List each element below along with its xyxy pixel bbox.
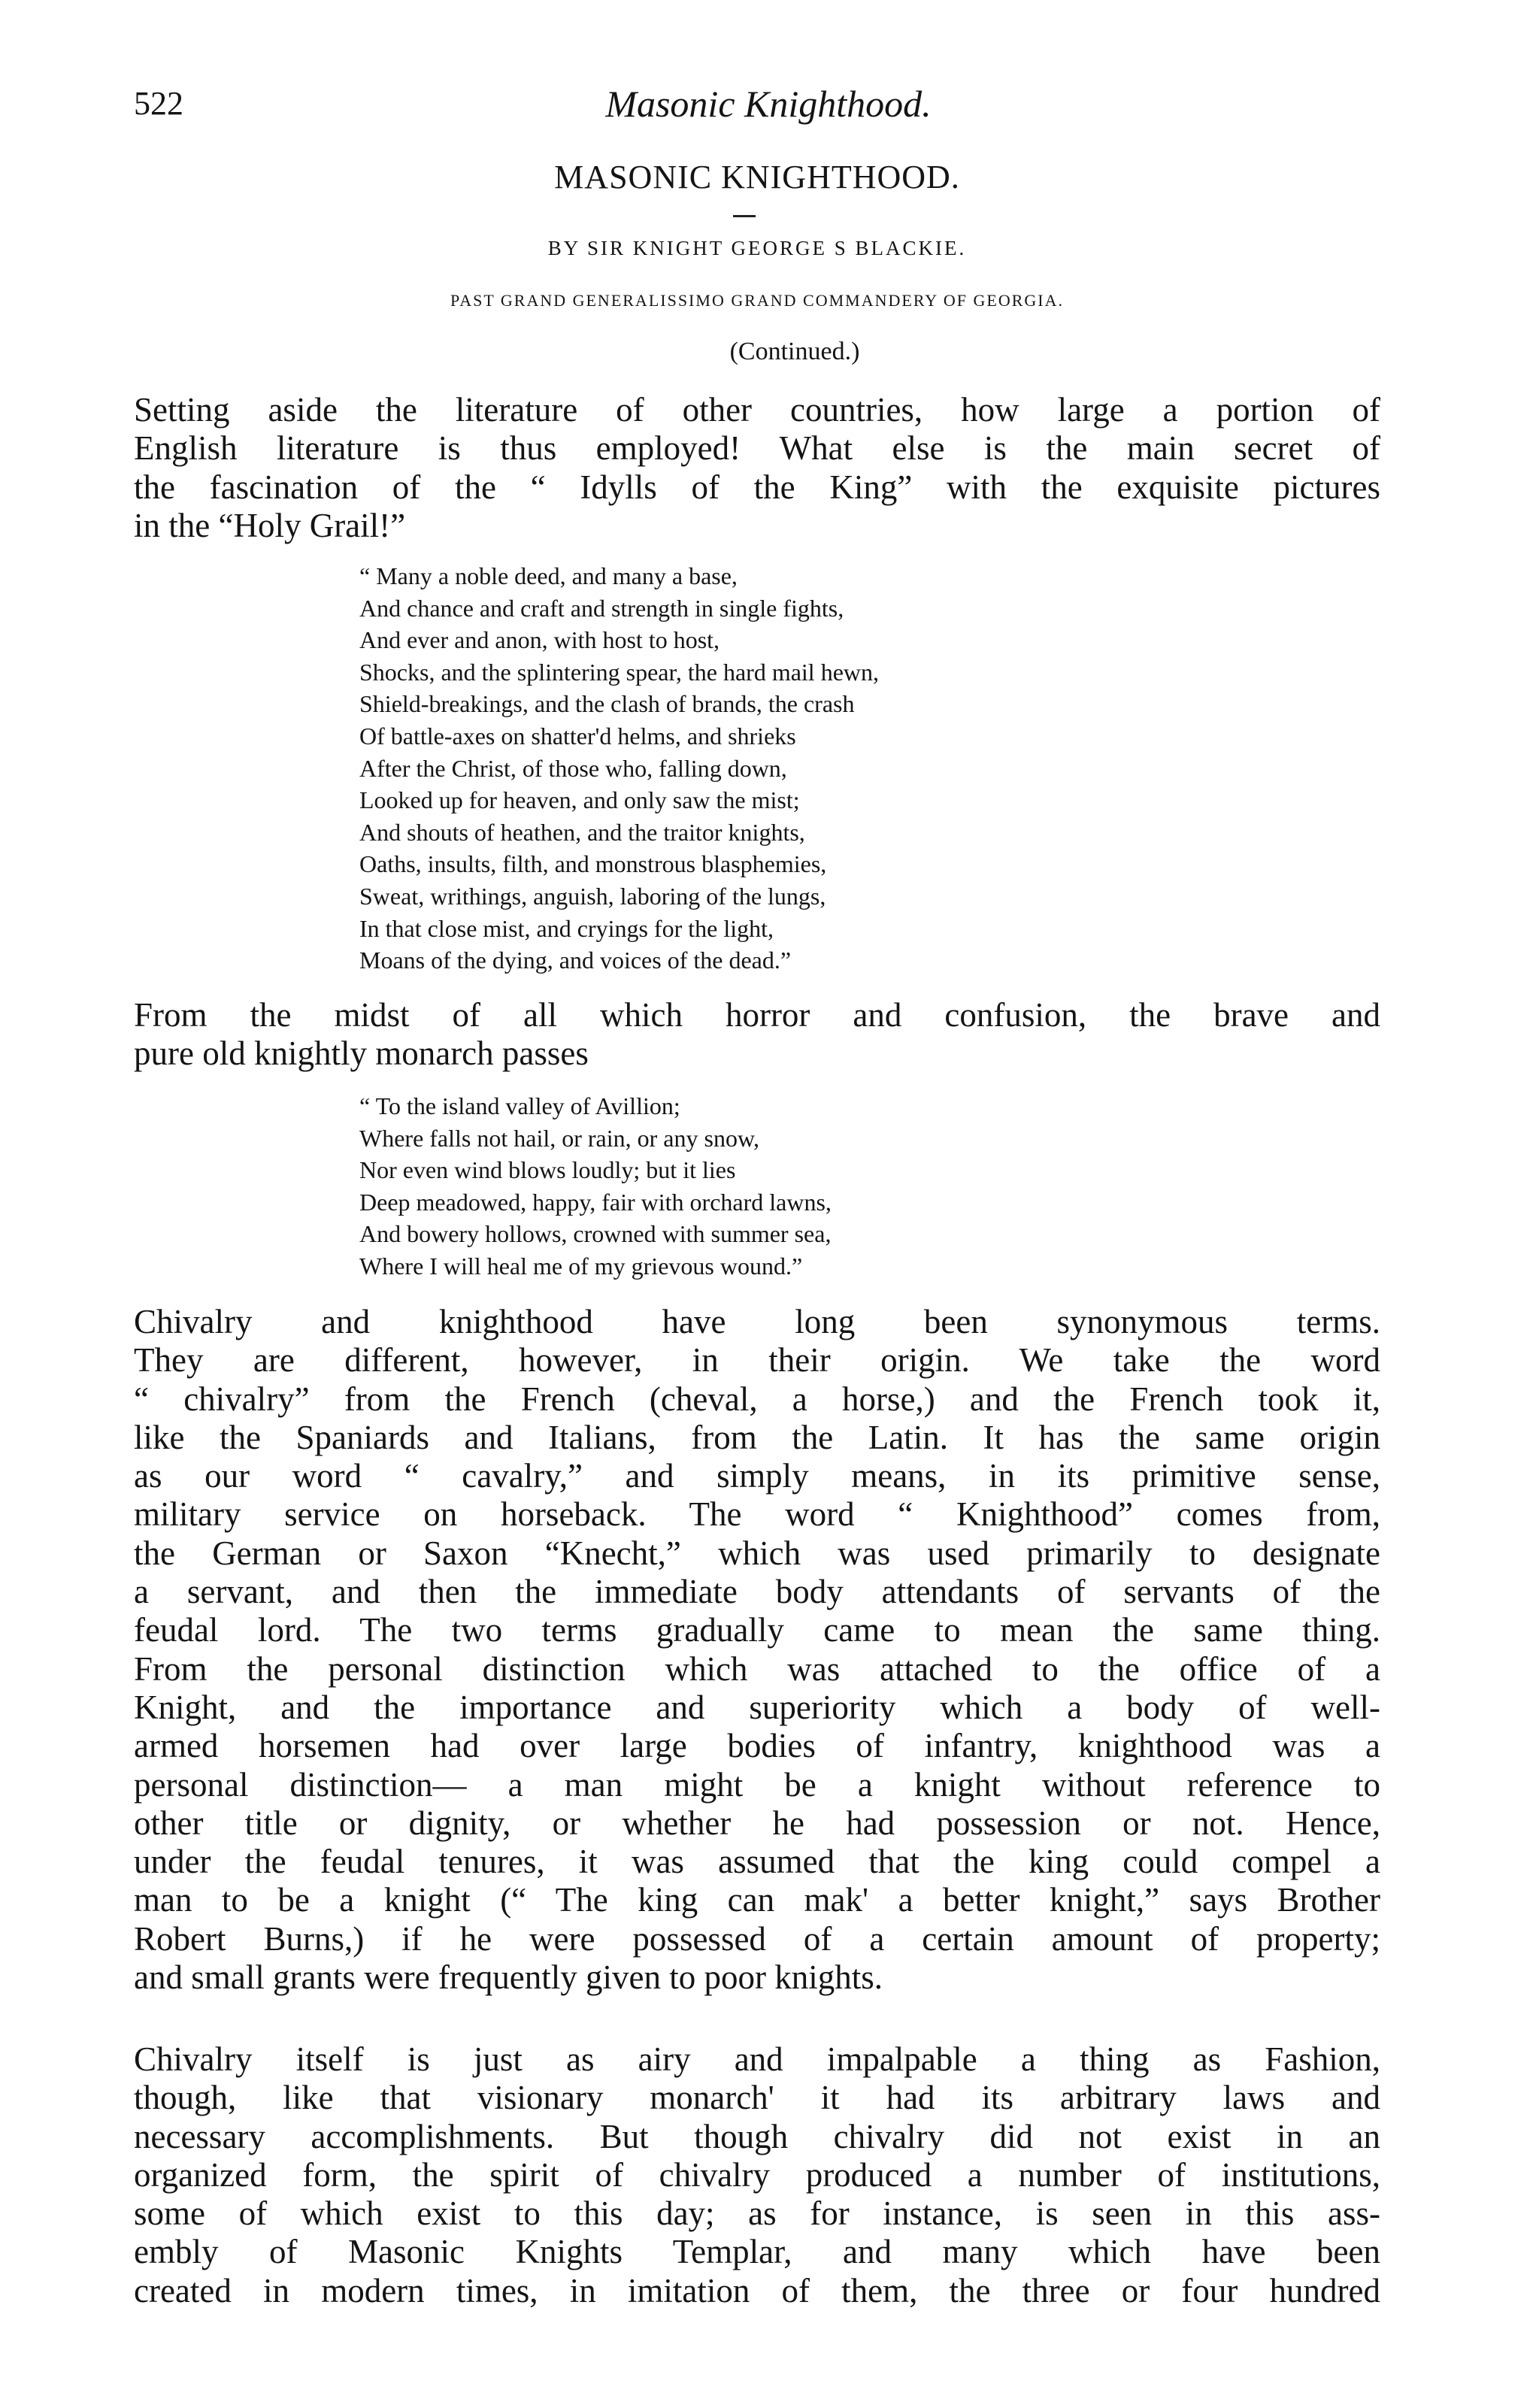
text-line: personal distinction— a man might be a knight without reference to bbox=[134, 1765, 1380, 1804]
verse-line: Nor even wind blows loudly; but it lies bbox=[359, 1156, 736, 1184]
text-line: a servant, and then the immediate body attendants of servants of the bbox=[134, 1573, 1380, 1611]
text-line: organized form, the spirit of chivalry produced a number of institutions, bbox=[134, 2155, 1380, 2194]
text-line: pure old knightly monarch passes bbox=[134, 1034, 589, 1073]
text-line: They are different, however, in their origin. We take the word bbox=[134, 1341, 1380, 1380]
text-line: armed horsemen had over large bodies of infantry, knighthood was a bbox=[134, 1727, 1380, 1765]
verse-line: “ Many a noble deed, and many a base, bbox=[359, 562, 738, 589]
text-line: man to be a knight (“ The king can mak' a better knight,” says Brother bbox=[134, 1881, 1380, 1919]
verse-line: After the Christ, of those who, falling down, bbox=[359, 754, 787, 782]
text-line: Robert Burns,) if he were possessed of a certain amount of property; bbox=[134, 1919, 1380, 1958]
text-line: From the personal distinction which was attached to the office of a bbox=[134, 1649, 1380, 1688]
verse-line: Shocks, and the splintering spear, the hard mail hewn, bbox=[359, 658, 879, 686]
verse-line: And chance and craft and strength in single fights, bbox=[359, 594, 844, 622]
paragraph-1 bbox=[134, 391, 1380, 545]
verse-line: Moans of the dying, and voices of the dead.” bbox=[359, 947, 792, 974]
verse-line: And ever and anon, with host to host, bbox=[359, 626, 720, 654]
text-line: under the feudal tenures, it was assumed that the king could compel a bbox=[134, 1843, 1380, 1881]
page-number: 522 bbox=[134, 85, 183, 122]
verse-line: Where falls not hail, or rain, or any snow, bbox=[359, 1124, 759, 1152]
text-line: From the midst of all which horror and confusion, the brave and bbox=[134, 996, 1380, 1034]
text-line: Knight, and the importance and superiority which a body of well- bbox=[134, 1688, 1380, 1726]
paragraph-3 bbox=[134, 1303, 1380, 1997]
text-line: other title or dignity, or whether he had possession or not. Hence, bbox=[134, 1804, 1380, 1842]
text-line: Chivalry itself is just as airy and impalpable a thing as Fashion, bbox=[134, 2040, 1380, 2078]
author-byline: BY SIR KNIGHT GEORGE S BLACKIE. bbox=[547, 237, 967, 259]
verse-line: Oaths, insults, filth, and monstrous blasphemies, bbox=[359, 850, 827, 878]
verse-line: Sweat, writhings, anguish, laboring of the lungs, bbox=[359, 882, 826, 910]
continued-note: (Continued.) bbox=[729, 338, 860, 365]
verse-line: In that close mist, and cryings for the light, bbox=[359, 914, 774, 942]
page-header bbox=[134, 81, 1380, 126]
author-subtitle: PAST GRAND GENERALISSIMO GRAND COMMANDERY OF GEORGIA. bbox=[450, 291, 1064, 310]
text-line: in the “Holy Grail!” bbox=[134, 506, 406, 544]
verse-line: “ To the island valley of Avillion; bbox=[359, 1092, 680, 1119]
text-line: the fascination of the “ Idylls of the King” with the exquisite pictures bbox=[134, 468, 1380, 506]
verse-line: And bowery hollows, crowned with summer sea, bbox=[359, 1220, 832, 1248]
verse-line: Shield-breakings, and the clash of brands, the crash bbox=[359, 690, 855, 718]
text-line: embly of Masonic Knights Templar, and many which have been bbox=[134, 2233, 1380, 2271]
text-line: English literature is thus employed! What else is the main secret of bbox=[134, 429, 1380, 468]
text-line: though, like that visionary monarch' it had its arbitrary laws and bbox=[134, 2079, 1380, 2117]
paragraph-4 bbox=[134, 2040, 1380, 2310]
text-line: “ chivalry” from the French (cheval, a horse,) and the French took it, bbox=[134, 1380, 1380, 1418]
verse-line: Deep meadowed, happy, fair with orchard lawns, bbox=[359, 1188, 832, 1216]
verse-line: Where I will heal me of my grievous wound.” bbox=[359, 1252, 803, 1280]
text-line: military service on horseback. The word “ Knighthood” comes from, bbox=[134, 1495, 1380, 1534]
paragraph-2 bbox=[134, 996, 1380, 1074]
text-line: the German or Saxon “Knecht,” which was used primarily to designate bbox=[134, 1534, 1380, 1572]
title-rule bbox=[733, 215, 756, 217]
text-line: some of which exist to this day; as for instance, is seen in this ass- bbox=[134, 2194, 1380, 2233]
poem-quote-1 bbox=[359, 560, 879, 977]
text-line: created in modern times, in imitation of them, the three or four hundred bbox=[134, 2271, 1380, 2310]
text-line: and small grants were frequently given to poor knights. bbox=[134, 1958, 883, 1997]
verse-line: And shouts of heathen, and the traitor knights, bbox=[359, 818, 805, 846]
text-line: Chivalry and knighthood have long been synonymous terms. bbox=[134, 1303, 1380, 1340]
verse-line: Of battle-axes on shatter'd helms, and shrieks bbox=[359, 722, 796, 750]
poem-quote-2 bbox=[359, 1090, 832, 1283]
text-line: feudal lord. The two terms gradually came to mean the same thing. bbox=[134, 1611, 1380, 1649]
text-line: as our word “ cavalry,” and simply means, in its primitive sense, bbox=[134, 1457, 1380, 1495]
text-line: Setting aside the literature of other countries, how large a portion of bbox=[134, 391, 1380, 429]
running-title: Masonic Knighthood. bbox=[605, 83, 932, 125]
verse-line: Looked up for heaven, and only saw the mist; bbox=[359, 786, 800, 814]
text-line: necessary accomplishments. But though chivalry did not exist in an bbox=[134, 2117, 1380, 2155]
text-line: like the Spaniards and Italians, from the Latin. It has the same origin bbox=[134, 1418, 1380, 1456]
article-title: MASONIC KNIGHTHOOD. bbox=[554, 159, 960, 195]
